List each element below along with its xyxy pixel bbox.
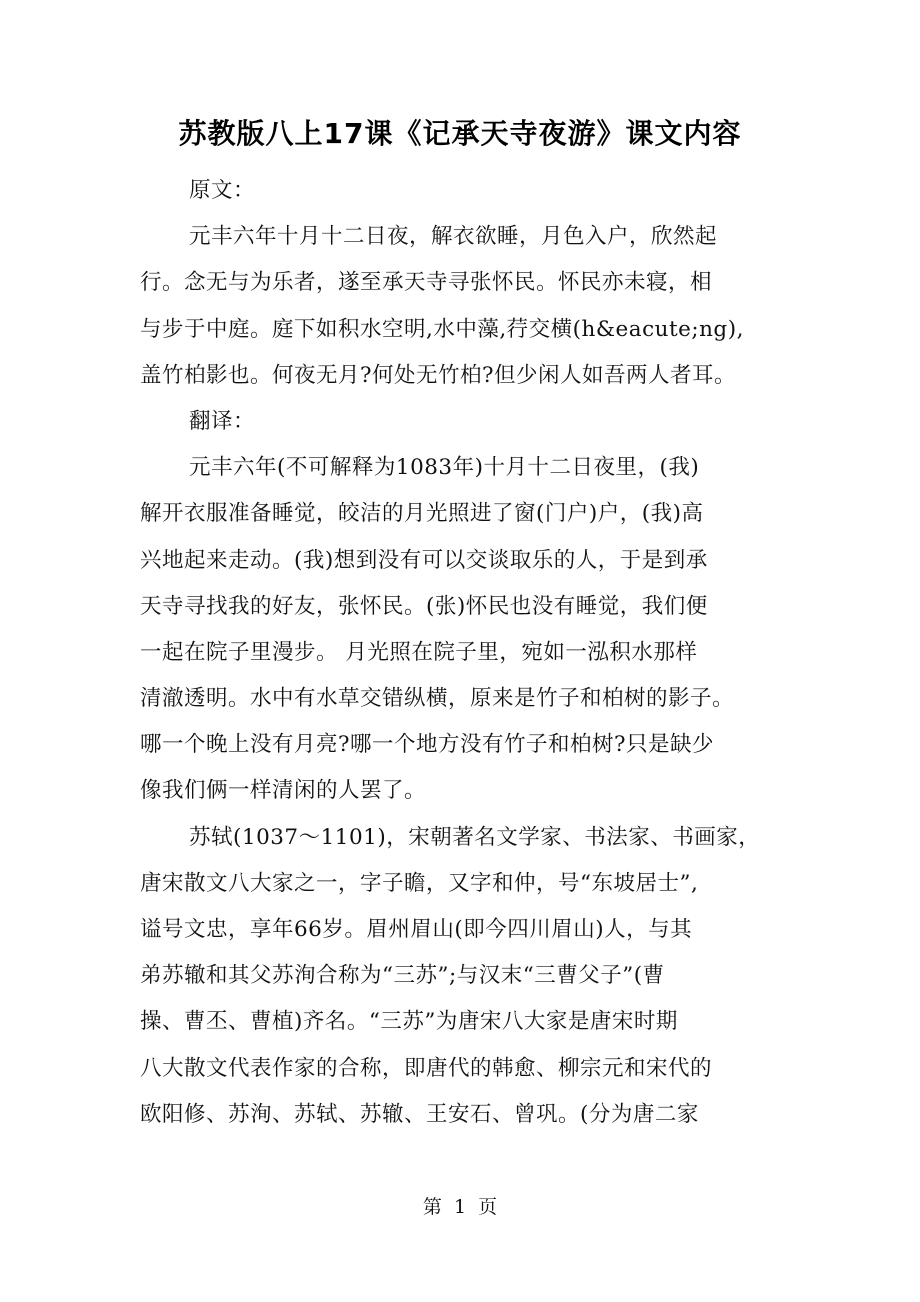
author-bio-line: 苏轼(1037～1101)，宋朝著名文学家、书法家、书画家， [189, 824, 761, 850]
section-heading-translation: 翻译： [189, 408, 256, 434]
translation-text-line: 元丰六年(不可解释为1083年)十月十二日夜里，(我) [189, 455, 700, 481]
author-bio-line: 欧阳修、苏洵、苏轼、苏辙、王安石、曾巩。(分为唐二家 [140, 1101, 699, 1127]
author-bio-line: 弟苏辙和其父苏洵合称为“三苏”;与汉末“三曹父子”(曹 [140, 963, 665, 989]
translation-text-line: 一起在院子里漫步。 月光照在院子里，宛如一泓积水那样 [140, 639, 698, 665]
author-bio-line: 唐宋散文八大家之一，字子瞻，又字和仲，号“东坡居士”, [140, 870, 699, 896]
original-text-line: 与步于中庭。庭下如积水空明,水中藻,荇交横(h&eacute;ng), [140, 316, 744, 342]
translation-text-line: 兴地起来走动。(我)想到没有可以交谈取乐的人，于是到承 [140, 547, 708, 573]
translation-text-line: 像我们俩一样清闲的人罢了。 [140, 778, 427, 804]
translation-text-line: 解开衣服准备睡觉，皎洁的月光照进了窗(门户)户，(我)高 [140, 501, 704, 527]
author-bio-line: 操、曹丕、曹植)齐名。“三苏”为唐宋八大家是唐宋时期 [140, 1009, 678, 1035]
document-body [140, 168, 790, 1138]
document-title: 苏教版八上17课《记承天寺夜游》课文内容 [178, 117, 742, 150]
page-number: 第 1 页 [422, 1196, 498, 1218]
author-bio-line: 谥号文忠，享年66岁。眉州眉山(即今四川眉山)人，与其 [140, 917, 693, 942]
translation-text-line: 天寺寻找我的好友，张怀民。(张)怀民也没有睡觉，我们便 [140, 593, 708, 619]
author-bio-line: 八大散文代表作家的合称，即唐代的韩愈、柳宗元和宋代的 [140, 1055, 713, 1081]
translation-text-line: 清澈透明。水中有水草交错纵横，原来是竹子和柏树的影子。 [140, 686, 735, 712]
translation-text-line: 哪一个晚上没有月亮?哪一个地方没有竹子和柏树?只是缺少 [140, 732, 715, 758]
original-text-line: 元丰六年十月十二日夜，解衣欲睡，月色入户，欣然起 [189, 224, 718, 250]
original-text-line: 盖竹柏影也。何夜无月?何处无竹柏?但少闲人如吾两人者耳。 [140, 362, 737, 388]
original-text-line: 行。念无与为乐者，遂至承天寺寻张怀民。怀民亦未寝，相 [140, 270, 713, 296]
section-heading-original: 原文： [189, 178, 256, 203]
